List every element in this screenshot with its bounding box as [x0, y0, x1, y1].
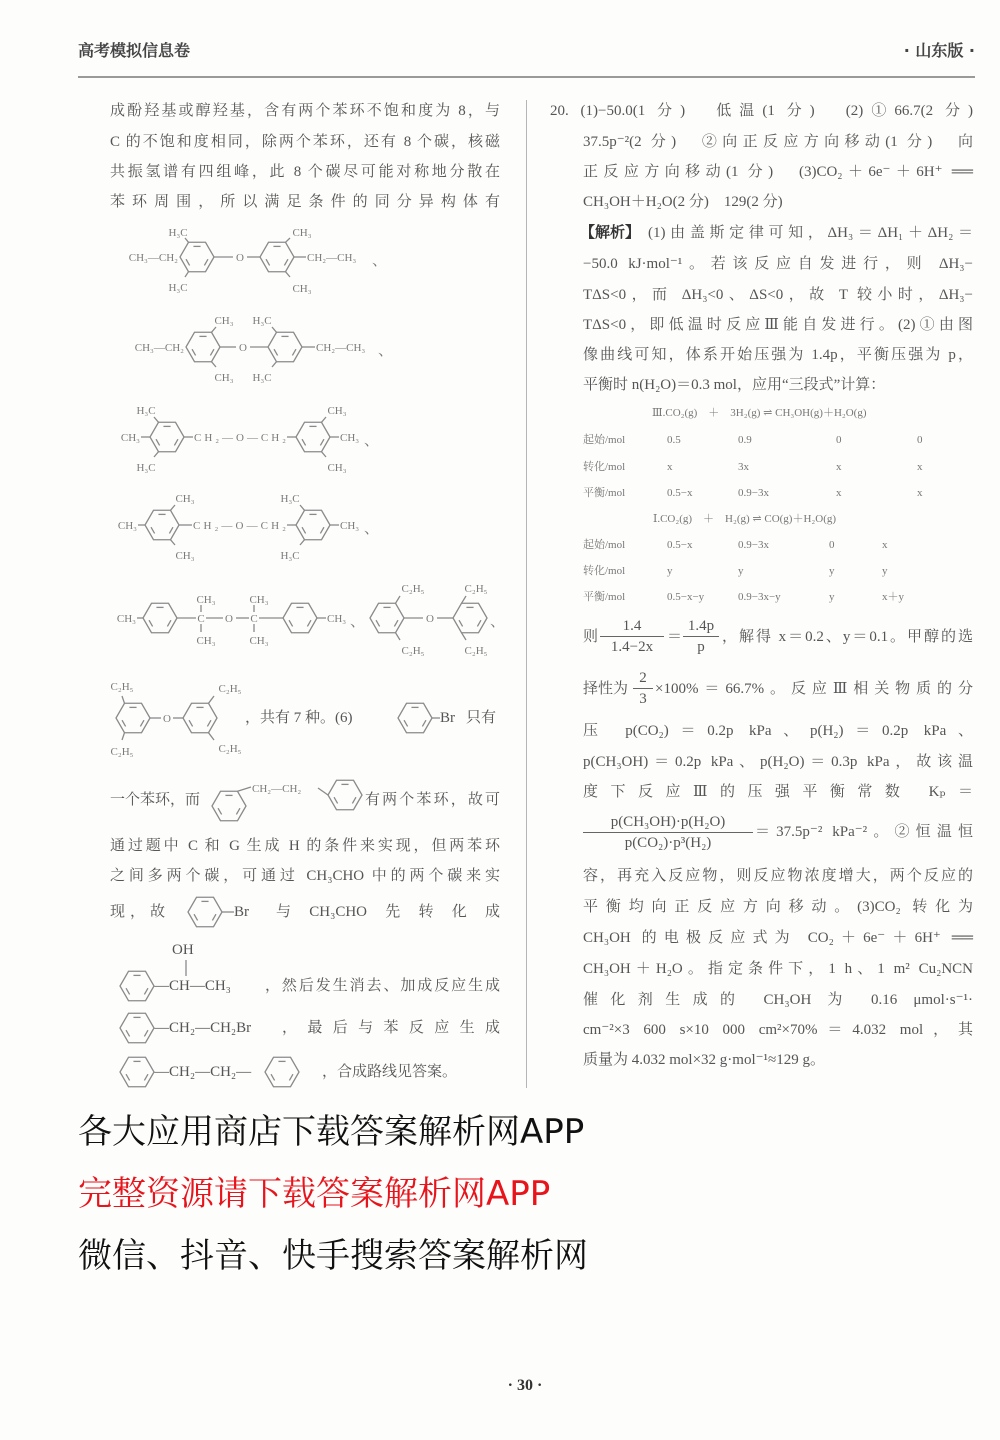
answer-line: 度下反应Ⅲ的压强平衡常数 Kₚ＝: [583, 784, 973, 800]
double-bond: [289, 620, 293, 626]
structure-4: [118, 493, 379, 562]
group-label: C₂H₅: [218, 743, 242, 755]
double-bond: [151, 527, 155, 533]
hydroxyl-label: OH: [172, 942, 194, 958]
answer-line: 20. (1)−50.0(1 分) 低温(1 分) (2)①66.7(2 分): [550, 103, 973, 119]
double-bond: [122, 720, 126, 726]
group-label: C₂H₅: [401, 583, 425, 595]
answer-line: 压 p(CO₂)＝0.2p kPa、p(H₂)＝0.2p kPa、: [583, 723, 973, 739]
table-cell: x: [836, 461, 842, 473]
double-bond: [149, 620, 153, 626]
double-bond: [302, 527, 306, 533]
numerator: 1.4: [600, 616, 664, 637]
double-bond: [194, 914, 198, 920]
group-label: C₂H₅: [218, 683, 242, 695]
left-line: C 的不饱和度相同，除两个苯环，还有 8 个碳，核磁: [110, 134, 500, 150]
row-label: 平衡/mol: [583, 591, 626, 603]
answer-line: CH₃OH 的电极反应式为 CO₂＋6e⁻＋6H⁺ ══: [583, 930, 973, 946]
watermark-bottom-right: 微信、抖音、快手搜索答案解析网: [78, 1236, 588, 1276]
separator: 、: [372, 253, 388, 269]
structure-2: [135, 315, 393, 384]
separator: 、: [378, 343, 394, 359]
row-label: 起始/mol: [583, 539, 626, 551]
denominator: 3: [639, 691, 647, 707]
table-cell: x: [917, 461, 923, 473]
row-label: 转化/mol: [583, 565, 626, 577]
table-cell: x: [667, 461, 673, 473]
separator: 、: [490, 614, 506, 630]
table-cell: 0: [829, 539, 835, 551]
double-bond: [126, 988, 130, 994]
group-label: CH₃: [292, 283, 312, 295]
double-bond: [210, 349, 214, 355]
group-label: H₃C: [168, 227, 188, 239]
answer-line: (1)由盖斯定律可知，ΔH₃＝ΔH₁＋ΔH₂＝: [648, 225, 973, 241]
double-bond: [174, 439, 178, 445]
table-cell: 0: [917, 434, 923, 446]
left-text: 只有: [466, 710, 497, 726]
table-cell: y: [882, 565, 888, 577]
double-bond: [144, 1074, 148, 1080]
left-text: ，然后发生消去、加成反应生成: [265, 978, 500, 994]
group-label: CH₃: [117, 520, 137, 532]
structure-6: [370, 583, 505, 657]
table-cell: 3x: [738, 461, 749, 473]
double-bond: [186, 259, 190, 265]
denominator: p(CO₂)·p³(H₂): [624, 835, 712, 851]
group-label: H₃C: [136, 405, 156, 417]
group-label: C₂H₅: [110, 681, 134, 693]
answer-text: ，解得 x＝0.2、y＝0.1。甲醇的选: [722, 629, 973, 645]
answer-line: CH₃OH＋H₂O(2 分) 129(2 分): [583, 194, 783, 210]
double-bond: [302, 439, 306, 445]
group-label: CH₂—O—CH₂: [194, 432, 286, 444]
group-label: CH₃—CH₂: [128, 252, 178, 264]
atom-label: O: [426, 613, 434, 625]
double-bond: [394, 620, 398, 626]
double-bond: [292, 349, 296, 355]
double-bond: [126, 1030, 130, 1036]
double-bond: [140, 720, 144, 726]
left-text: 与 CH₃CHO 先 转 化 成: [276, 904, 500, 920]
numerator: 1.4p: [683, 616, 719, 637]
group-label: CH₃: [340, 520, 360, 532]
fraction: [600, 616, 664, 657]
left-text: 一个苯环，而: [110, 792, 201, 808]
double-bond: [192, 349, 196, 355]
double-bond: [167, 620, 171, 626]
double-bond: [284, 259, 288, 265]
answer-line: CH₃OH＋H₂O。指定条件下，1 h、1 m² Cu₂NCN: [583, 961, 973, 977]
left-text: 现，故: [110, 904, 165, 920]
left-line: 之间多两个碳，可通过 CH₃CHO 中的两个碳来实: [110, 868, 500, 884]
left-line: 通过题中 C 和 G 生成 H 的条件来实现，但两苯环: [110, 838, 500, 854]
table-cell: 0.5−x: [667, 539, 693, 551]
table-cell: 0.9: [738, 434, 752, 446]
left-line: 成酚羟基或醇羟基，含有两个苯环不饱和度为 8，与: [110, 103, 500, 119]
numerator: p(CH₃OH)·p(H₂O): [583, 812, 753, 833]
double-bond: [189, 720, 193, 726]
answer-line: 37.5p⁻²(2 分) ②向正反应方向移动(1 分) 向: [583, 134, 973, 150]
document-title: 高考模拟信息卷: [78, 41, 191, 60]
chain-label: —CH₂—CH₂Br: [154, 1020, 252, 1036]
atom-label: C: [250, 613, 258, 625]
group-label: H₃C: [136, 462, 156, 474]
atom-label: O: [163, 713, 171, 725]
separator: 、: [350, 614, 366, 630]
table-cell: 0.9−3x−y: [738, 591, 781, 603]
table-cell: 0.9−3x: [738, 487, 769, 499]
group-label: CH₃: [249, 594, 269, 606]
answer-text: 则: [583, 629, 599, 645]
table-cell: x: [882, 539, 888, 551]
chain-label: —CH—CH₃: [154, 978, 231, 994]
table-cell: x: [836, 487, 842, 499]
double-bond: [404, 720, 408, 726]
left-text: ，最后与苯反应生成: [282, 1020, 500, 1036]
structure-7: [111, 681, 242, 758]
denominator: 1.4−2x: [610, 639, 654, 655]
double-bond: [459, 620, 463, 626]
answer-line: TΔS<0，即低温时反应Ⅲ能自发进行。(2)①由图: [583, 317, 973, 333]
table-cell: x: [917, 487, 923, 499]
structure-5: [117, 594, 365, 647]
double-bond: [274, 349, 278, 355]
group-label: CH₃: [327, 613, 347, 625]
row-label: 转化/mol: [583, 461, 626, 473]
left-text: ，合成路线见答案。: [322, 1064, 458, 1080]
double-bond: [236, 808, 240, 814]
table-cell: y: [829, 565, 835, 577]
group-label: CH₃: [196, 594, 216, 606]
answer-line: 像曲线可知，体系开始压强为 1.4p，平衡压强为 p，: [583, 347, 973, 363]
page-number: · 30 ·: [507, 1377, 543, 1394]
answer-line: 容，再充入反应物，则反应物浓度增大，两个反应的: [583, 868, 973, 884]
reaction-equation: Ⅰ.CO₂(g) ＋ H₂(g) ⇌ CO(g)＋H₂O(g): [653, 513, 837, 525]
double-bond: [126, 1074, 130, 1080]
double-bond: [144, 988, 148, 994]
group-label: CH₃: [116, 613, 136, 625]
double-bond: [144, 1030, 148, 1036]
bromo-label: Br: [234, 904, 249, 920]
answer-line: p(CH₃OH)＝0.2p kPa、p(H₂O)＝0.3p kPa，故该温: [583, 754, 973, 770]
double-bond: [320, 527, 324, 533]
table-cell: 0.5: [667, 434, 681, 446]
atom-label: O: [239, 342, 247, 354]
group-label: H₃C: [252, 372, 272, 384]
table-cell: 0.5−x−y: [667, 591, 705, 603]
double-bond: [422, 720, 426, 726]
group-label: CH₃: [175, 493, 195, 505]
double-bond: [169, 527, 173, 533]
chain-label: CH₂—CH₂: [252, 783, 302, 795]
group-label: CH₃: [120, 432, 140, 444]
reaction-equation: Ⅲ.CO₂(g) ＋ 3H₂(g) ⇌ CH₃OH(g)＋H₂O(g): [652, 407, 867, 419]
group-label: CH₂—O—CH₂: [193, 520, 286, 532]
double-bond: [207, 720, 211, 726]
group-label: C₂H₅: [401, 645, 425, 657]
table-cell: 0.9−3x: [738, 539, 769, 551]
answer-text: ×100%＝66.7%。反应Ⅲ相关物质的分: [655, 681, 973, 697]
group-label: H₃C: [280, 493, 300, 505]
answer-line: −50.0 kJ·mol⁻¹。若该反应自发进行，则 ΔH₃−: [583, 256, 973, 272]
chain-label: —CH₂—CH₂—: [154, 1064, 252, 1080]
group-label: CH₃: [175, 550, 195, 562]
double-bond: [212, 914, 216, 920]
group-label: CH₃: [340, 432, 360, 444]
answer-line: 平衡均向正反应方向移动。(3)CO₂ 转化为: [583, 899, 973, 915]
group-label: H₃C: [168, 282, 188, 294]
group-label: H₃C: [280, 550, 300, 562]
atom-label: O: [225, 613, 233, 625]
separator: 、: [364, 521, 380, 537]
double-bond: [218, 808, 222, 814]
table-cell: 0.5−x: [667, 487, 693, 499]
table-cell: y: [829, 591, 835, 603]
double-bond: [266, 259, 270, 265]
group-label: CH₃: [327, 405, 347, 417]
answer-line: 质量为 4.032 mol×32 g·mol⁻¹≈129 g。: [583, 1052, 826, 1068]
fraction: [583, 812, 753, 853]
isomer-count-text: ，共有 7 种。(6): [245, 710, 353, 726]
answer-text: ＝37.5p⁻² kPa⁻²。②恒温恒: [755, 824, 973, 840]
double-bond: [477, 620, 481, 626]
double-bond: [204, 259, 208, 265]
answer-line: cm⁻²×3 600 s×10 000 cm²×70%＝4.032 mol，其: [583, 1022, 973, 1038]
edition-label: · 山东版 ·: [903, 41, 975, 60]
watermark-top-left: 各大应用商店下载答案解析网APP: [78, 1112, 585, 1152]
table-cell: 0: [836, 434, 842, 446]
table-cell: y: [738, 565, 744, 577]
table-cell: x＋y: [882, 591, 904, 603]
group-label: CH₃: [196, 635, 216, 647]
answer-text: 择性为: [583, 681, 629, 697]
fraction: [683, 616, 719, 657]
double-bond: [352, 797, 356, 803]
numerator: 2: [633, 668, 653, 689]
double-bond: [376, 620, 380, 626]
row-label: 起始/mol: [583, 434, 626, 446]
answer-line: 平衡时 n(H₂O)＝0.3 mol，应用“三段式”计算：: [583, 377, 886, 393]
left-line: 苯环周围，所以满足条件的同分异构体有: [110, 194, 500, 210]
bromo-label: Br: [440, 710, 455, 726]
denominator: p: [697, 639, 705, 655]
double-bond: [334, 797, 338, 803]
double-bond: [320, 439, 324, 445]
answer-line: 催化剂生成的 CH₃OH 为 0.16 μmol·s⁻¹·: [583, 992, 973, 1008]
atom-label: C: [197, 613, 205, 625]
group-label: C₂H₅: [464, 645, 488, 657]
table-cell: y: [667, 565, 673, 577]
double-bond: [156, 439, 160, 445]
group-label: CH₃—CH₂: [134, 342, 184, 354]
fraction: [633, 668, 653, 709]
watermark-center: 完整资源请下载答案解析网APP: [78, 1174, 551, 1214]
double-bond: [289, 1074, 293, 1080]
row-label: 平衡/mol: [583, 487, 626, 499]
group-label: H₃C: [252, 315, 272, 327]
structure-1: [129, 227, 387, 295]
group-label: CH₂—CH₃: [307, 252, 357, 264]
group-label: CH₃: [292, 227, 312, 239]
group-label: CH₃: [214, 372, 234, 384]
answer-line: TΔS<0，而 ΔH₃<0、ΔS<0，故 T 较小时，ΔH₃−: [583, 287, 973, 303]
left-line: 共振氢谱有四组峰，此 8 个碳尽可能对称地分散在: [110, 164, 500, 180]
left-text: 有两个苯环，故可: [365, 792, 500, 808]
analysis-label: 【解析】: [580, 225, 641, 241]
group-label: CH₃: [214, 315, 234, 327]
group-label: CH₃: [249, 635, 269, 647]
group-label: C₂H₅: [110, 746, 134, 758]
group-label: CH₂—CH₃: [316, 342, 366, 354]
separator: 、: [364, 433, 380, 449]
double-bond: [307, 620, 311, 626]
group-label: CH₃: [327, 462, 347, 474]
structure-3: [121, 405, 379, 474]
double-bond: [271, 1074, 275, 1080]
equals-sign: ＝: [667, 629, 683, 645]
answer-line: 正反应方向移动(1 分) (3)CO₂＋6e⁻＋6H⁺ ══: [583, 164, 973, 180]
atom-label: O: [236, 252, 244, 264]
group-label: C₂H₅: [464, 583, 488, 595]
